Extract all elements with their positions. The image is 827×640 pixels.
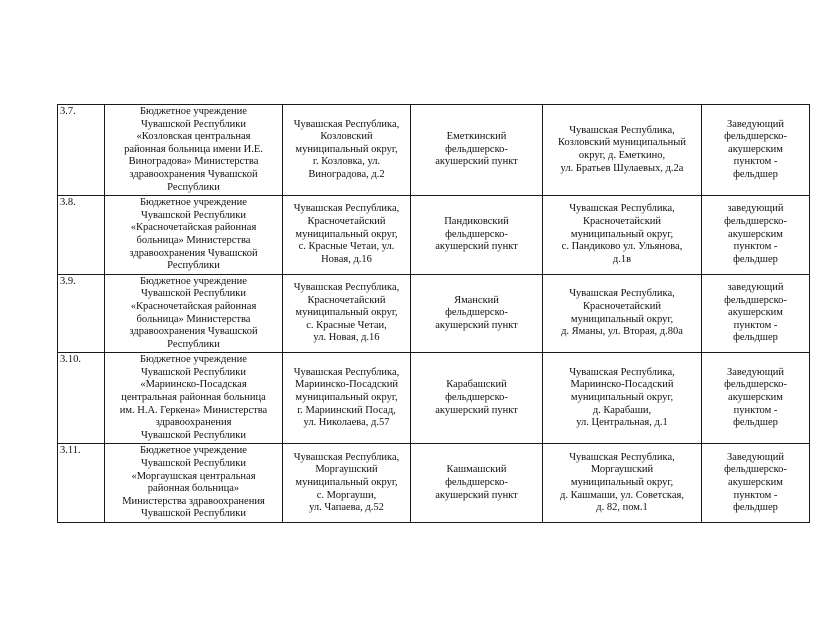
cell-text-line: пунктом - [733, 319, 778, 331]
cell-text-line: муниципальный округ, [295, 307, 398, 319]
cell-text-line: пунктом - [733, 404, 778, 416]
cell-text-line: Чувашская Республика, [293, 451, 400, 463]
cell-text-line: Чувашской Республики [140, 118, 247, 130]
cell-text-line: заведующий [727, 203, 784, 215]
registry-table [57, 104, 810, 523]
cell-text-line: д.1в [612, 253, 632, 265]
cell-text-line: Виноградова» Министерства [128, 156, 259, 168]
unit-cell [411, 444, 543, 523]
cell-text-line: Министерства здравоохранения [122, 495, 265, 507]
cell-text-line: д. 82, пом.1 [596, 502, 648, 514]
cell-text-line: муниципальный округ, [570, 476, 674, 488]
unit-address-cell [543, 196, 702, 275]
cell-text-line: фельдшерско- [724, 294, 787, 306]
institution-address-cell [283, 444, 411, 523]
cell-text-line: Чувашской Республики [140, 508, 247, 520]
cell-text-line: фельдшер [733, 253, 778, 265]
cell-text-line: фельдшерско- [445, 476, 508, 488]
cell-text-line: ул. Чапаева, д.52 [309, 502, 384, 514]
position-cell [702, 353, 810, 444]
cell-text-line: г. Козловка, ул. [312, 156, 381, 168]
cell-text-line: «Красночетайская районная [130, 300, 257, 312]
cell-text-line: пунктом - [733, 241, 778, 253]
table-row [58, 274, 810, 353]
cell-text-line: д. Карабаши, [592, 404, 652, 416]
unit-address-cell [543, 353, 702, 444]
cell-text-line: фельдшер [733, 168, 778, 180]
cell-text-line: Чувашская Республика, [569, 366, 675, 378]
cell-text-line: Яманский [454, 294, 499, 306]
cell-text-line: фельдшер [733, 417, 778, 429]
cell-text-line: Мариинско-Посадский [570, 379, 674, 391]
cell-text-line: д. Кашмаши, ул. Советская, [560, 489, 684, 501]
row-number-cell: 3.8. [58, 196, 105, 275]
cell-text-line: Мариинско-Посадский [295, 379, 398, 391]
cell-text-line: фельдшерско- [445, 392, 508, 404]
cell-text-line: Козловский [320, 131, 373, 143]
cell-text-line: фельдшерско- [445, 143, 508, 155]
cell-text-line: муниципальный округ, [570, 313, 674, 325]
cell-text-line: Бюджетное учреждение [140, 354, 247, 366]
cell-text-line: ул. Братьев Шулаевых, д.2а [560, 162, 684, 174]
cell-text-line: «Красночетайская районная [130, 222, 257, 234]
institution-cell [105, 196, 283, 275]
cell-text-line: муниципальный округ, [570, 228, 674, 240]
cell-text-line: центральная районная больница [121, 392, 266, 404]
cell-text-line: акушерский пункт [435, 319, 518, 331]
cell-text-line: ул. Центральная, д.1 [576, 417, 668, 429]
cell-text-line: Красночетайский [307, 216, 386, 228]
cell-text-line: Красночетайский [307, 294, 386, 306]
cell-text-line: Республики [167, 338, 220, 350]
cell-text-line: фельдшер [733, 332, 778, 344]
unit-cell [411, 105, 543, 196]
cell-text-line: районная больница имени И.Е. [124, 143, 263, 155]
cell-text-line: фельдшерско- [724, 216, 787, 228]
institution-cell [105, 444, 283, 523]
cell-text-line: Бюджетное учреждение [140, 106, 247, 117]
row-number-cell: 3.9. [58, 274, 105, 353]
cell-text-line: здравоохранения Чувашской [129, 326, 258, 338]
cell-text-line: Чувашская Республика, [293, 118, 400, 130]
cell-text-line: «Моргаушская центральная [131, 470, 256, 482]
cell-text-line: им. Н.А. Геркена» Министерства [119, 404, 268, 416]
table-row [58, 353, 810, 444]
institution-cell [105, 105, 283, 196]
cell-text-line: Заведующий [726, 451, 785, 463]
table-body [58, 105, 810, 523]
cell-text-line: Кашмашский [446, 464, 507, 476]
unit-cell [411, 353, 543, 444]
cell-text-line: Чувашской Республики [140, 366, 247, 378]
cell-text-line: ул. Николаева, д.57 [303, 417, 390, 429]
position-cell [702, 105, 810, 196]
cell-text-line: акушерским [728, 307, 783, 319]
cell-text-line: здравоохранения Чувашской [129, 247, 258, 259]
cell-text-line: акушерский пункт [435, 489, 518, 501]
cell-text-line: Моргаушский [315, 464, 378, 476]
table-row [58, 196, 810, 275]
cell-text-line: Новая, д.16 [321, 253, 372, 265]
unit-cell [411, 196, 543, 275]
cell-text-line: Карабашский [446, 379, 507, 391]
cell-text-line: муниципальный округ, [295, 476, 398, 488]
cell-text-line: Чувашской Республики [140, 458, 247, 470]
position-cell [702, 444, 810, 523]
cell-text-line: муниципальный округ, [295, 228, 398, 240]
cell-text-line: округ, д. Еметкино, [578, 150, 666, 162]
cell-text-line: Козловский муниципальный [558, 137, 686, 149]
unit-address-cell [543, 105, 702, 196]
cell-text-line: акушерским [728, 228, 783, 240]
cell-text-line: с. Моргауши, [316, 489, 377, 501]
cell-text-line: ул. Новая, д.16 [313, 332, 380, 344]
cell-text-line: Чувашская Республика, [569, 288, 675, 300]
cell-text-line: с. Красные Четаи, ул. [298, 241, 395, 253]
cell-text-line: районная больница» [147, 483, 240, 495]
cell-text-line: больница» Министерства [136, 234, 251, 246]
cell-text-line: акушерский пункт [435, 404, 518, 416]
cell-text-line: акушерский пункт [435, 156, 518, 168]
cell-text-line: Еметкинский [446, 131, 507, 143]
cell-text-line: фельдшерско- [445, 307, 508, 319]
row-number-cell: 3.11. [58, 444, 105, 523]
cell-text-line: Чувашская Республика, [293, 282, 400, 294]
unit-address-cell [543, 444, 702, 523]
cell-text-line: здравоохранения [155, 417, 232, 429]
cell-text-line: «Козловская центральная [136, 131, 251, 143]
cell-text-line: Заведующий [726, 118, 785, 130]
cell-text-line: фельдшерско- [724, 464, 787, 476]
cell-text-line: Республики [167, 260, 220, 272]
cell-text-line: Бюджетное учреждение [140, 275, 247, 287]
cell-text-line: с. Красные Четаи, [306, 319, 387, 331]
institution-address-cell [283, 196, 411, 275]
cell-text-line: больница» Министерства [136, 313, 251, 325]
institution-cell [105, 274, 283, 353]
cell-text-line: Чувашская Республика, [293, 366, 400, 378]
cell-text-line: Красночетайский [582, 300, 662, 312]
cell-text-line: фельдшер [733, 502, 778, 514]
cell-text-line: Заведующий [726, 366, 785, 378]
row-number-cell: 3.10. [58, 353, 105, 444]
cell-text-line: Республики [167, 181, 220, 193]
cell-text-line: Чувашская Республика, [293, 203, 400, 215]
cell-text-line: акушерским [728, 143, 783, 155]
cell-text-line: «Мариинско-Посадская [140, 379, 247, 391]
institution-address-cell [283, 274, 411, 353]
cell-text-line: акушерским [728, 476, 783, 488]
cell-text-line: Чувашской Республики [140, 288, 247, 300]
cell-text-line: Моргаушский [590, 464, 654, 476]
cell-text-line: Виноградова, д.2 [308, 168, 385, 180]
institution-address-cell [283, 105, 411, 196]
row-number-cell: 3.7. [58, 105, 105, 196]
cell-text-line: г. Мариинский Посад, [297, 404, 396, 416]
cell-text-line: пунктом - [733, 489, 778, 501]
table-row [58, 105, 810, 196]
cell-text-line: Чувашская Республика, [569, 203, 675, 215]
cell-text-line: здравоохранения Чувашской [129, 168, 258, 180]
cell-text-line: муниципальный округ, [570, 392, 674, 404]
cell-text-line: акушерский пункт [435, 241, 518, 253]
cell-text-line: Красночетайский [582, 216, 662, 228]
cell-text-line: д. Яманы, ул. Вторая, д.80а [561, 326, 683, 338]
cell-text-line: фельдшерско- [724, 379, 787, 391]
cell-text-line: муниципальный округ, [295, 392, 398, 404]
cell-text-line: пунктом - [733, 156, 778, 168]
cell-text-line: Чувашской Республики [140, 429, 247, 441]
unit-cell [411, 274, 543, 353]
table-row [58, 444, 810, 523]
cell-text-line: с. Пандиково ул. Ульянова, [561, 241, 683, 253]
cell-text-line: фельдшерско- [445, 228, 508, 240]
cell-text-line: Бюджетное учреждение [140, 197, 247, 209]
cell-text-line: заведующий [727, 282, 784, 294]
cell-text-line: Пандиковский [444, 216, 509, 228]
cell-text-line: акушерским [728, 392, 783, 404]
institution-cell [105, 353, 283, 444]
cell-text-line: Бюджетное учреждение [140, 445, 247, 457]
cell-text-line: фельдшерско- [724, 131, 787, 143]
cell-text-line: Чувашской Республики [140, 209, 247, 221]
cell-text-line: Чувашская Республика, [569, 451, 675, 463]
cell-text-line: муниципальный округ, [295, 143, 398, 155]
cell-text-line: Чувашская Республика, [569, 124, 675, 136]
institution-address-cell [283, 353, 411, 444]
position-cell [702, 196, 810, 275]
position-cell [702, 274, 810, 353]
unit-address-cell [543, 274, 702, 353]
